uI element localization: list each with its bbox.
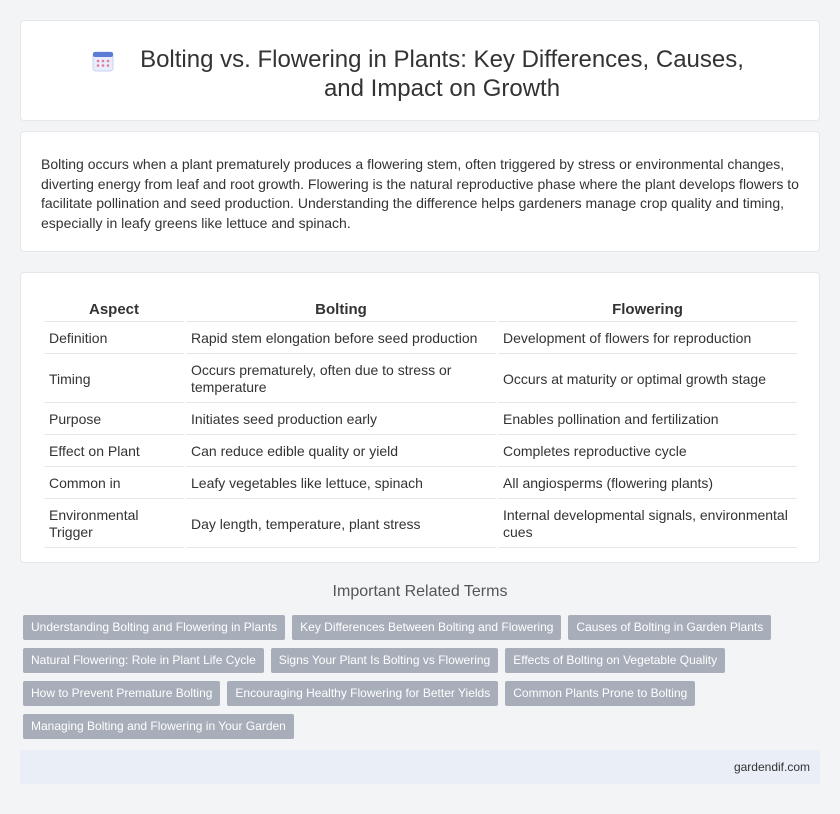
table-cell: Leafy vegetables like lettuce, spinach xyxy=(186,469,496,499)
related-term-tag[interactable]: Encouraging Healthy Flowering for Better Yields xyxy=(227,681,498,706)
table-cell: Initiates seed production early xyxy=(186,405,496,435)
column-header-bolting: Bolting xyxy=(186,299,496,322)
table-cell: Occurs prematurely, often due to stress or temperature xyxy=(186,356,496,403)
page-title: Bolting vs. Flowering in Plants: Key Differences, Causes, and Impact on Growth xyxy=(140,46,744,102)
table-cell: Purpose xyxy=(44,405,184,435)
table-cell: Common in xyxy=(44,469,184,499)
related-term-tag[interactable]: How to Prevent Premature Bolting xyxy=(23,681,220,706)
comparison-table-card xyxy=(20,272,820,563)
table-row xyxy=(44,405,797,435)
footer xyxy=(20,750,820,784)
table-row xyxy=(44,437,797,467)
related-term-tag[interactable]: Signs Your Plant Is Bolting vs Flowering xyxy=(271,648,498,673)
table-cell: Effect on Plant xyxy=(44,437,184,467)
comparison-table xyxy=(42,297,799,550)
column-header-flowering: Flowering xyxy=(498,299,797,322)
table-cell: Enables pollination and fertilization xyxy=(498,405,797,435)
table-cell: Definition xyxy=(44,324,184,354)
calendar-icon xyxy=(91,49,115,73)
table-cell: Completes reproductive cycle xyxy=(498,437,797,467)
table-row xyxy=(44,469,797,499)
related-term-tag[interactable]: Managing Bolting and Flowering in Your Garden xyxy=(23,714,294,739)
table-cell: Can reduce edible quality or yield xyxy=(186,437,496,467)
intro-paragraph: Bolting occurs when a plant prematurely produces a flowering stem, often triggered by stress or environmental changes, diverting energy from leaf and root growth. Flowering is the natural reproductive phase where the plant develops flowers to facilitate pollination and seed production. Understanding the difference helps gardeners manage crop quality and timing, especially in leafy greens like lettuce and spinach. xyxy=(41,156,799,231)
related-term-tag[interactable]: Causes of Bolting in Garden Plants xyxy=(568,615,771,640)
related-term-tag[interactable]: Common Plants Prone to Bolting xyxy=(505,681,695,706)
intro-card xyxy=(20,131,820,252)
table-cell: Timing xyxy=(44,356,184,403)
footer-site-link[interactable]: gardendif.com xyxy=(733,760,810,774)
table-cell: Development of flowers for reproduction xyxy=(498,324,797,354)
table-cell: Environmental Trigger xyxy=(44,501,184,548)
table-row xyxy=(44,501,797,548)
table-cell: Rapid stem elongation before seed production xyxy=(186,324,496,354)
table-cell: Internal developmental signals, environmental cues xyxy=(498,501,797,548)
table-cell: All angiosperms (flowering plants) xyxy=(498,469,797,499)
related-term-tag[interactable]: Natural Flowering: Role in Plant Life Cycle xyxy=(23,648,264,673)
related-terms-heading: Important Related Terms xyxy=(332,583,508,600)
table-cell: Occurs at maturity or optimal growth stage xyxy=(498,356,797,403)
column-header-aspect: Aspect xyxy=(44,299,184,322)
related-term-tag[interactable]: Effects of Bolting on Vegetable Quality xyxy=(505,648,725,673)
table-row xyxy=(44,324,797,354)
table-header-row xyxy=(44,299,797,322)
header-card xyxy=(20,20,820,121)
table-cell: Day length, temperature, plant stress xyxy=(186,501,496,548)
related-term-tag[interactable]: Understanding Bolting and Flowering in Plants xyxy=(23,615,285,640)
related-terms-list xyxy=(23,615,813,739)
table-row xyxy=(44,356,797,403)
related-term-tag[interactable]: Key Differences Between Bolting and Flowering xyxy=(292,615,561,640)
